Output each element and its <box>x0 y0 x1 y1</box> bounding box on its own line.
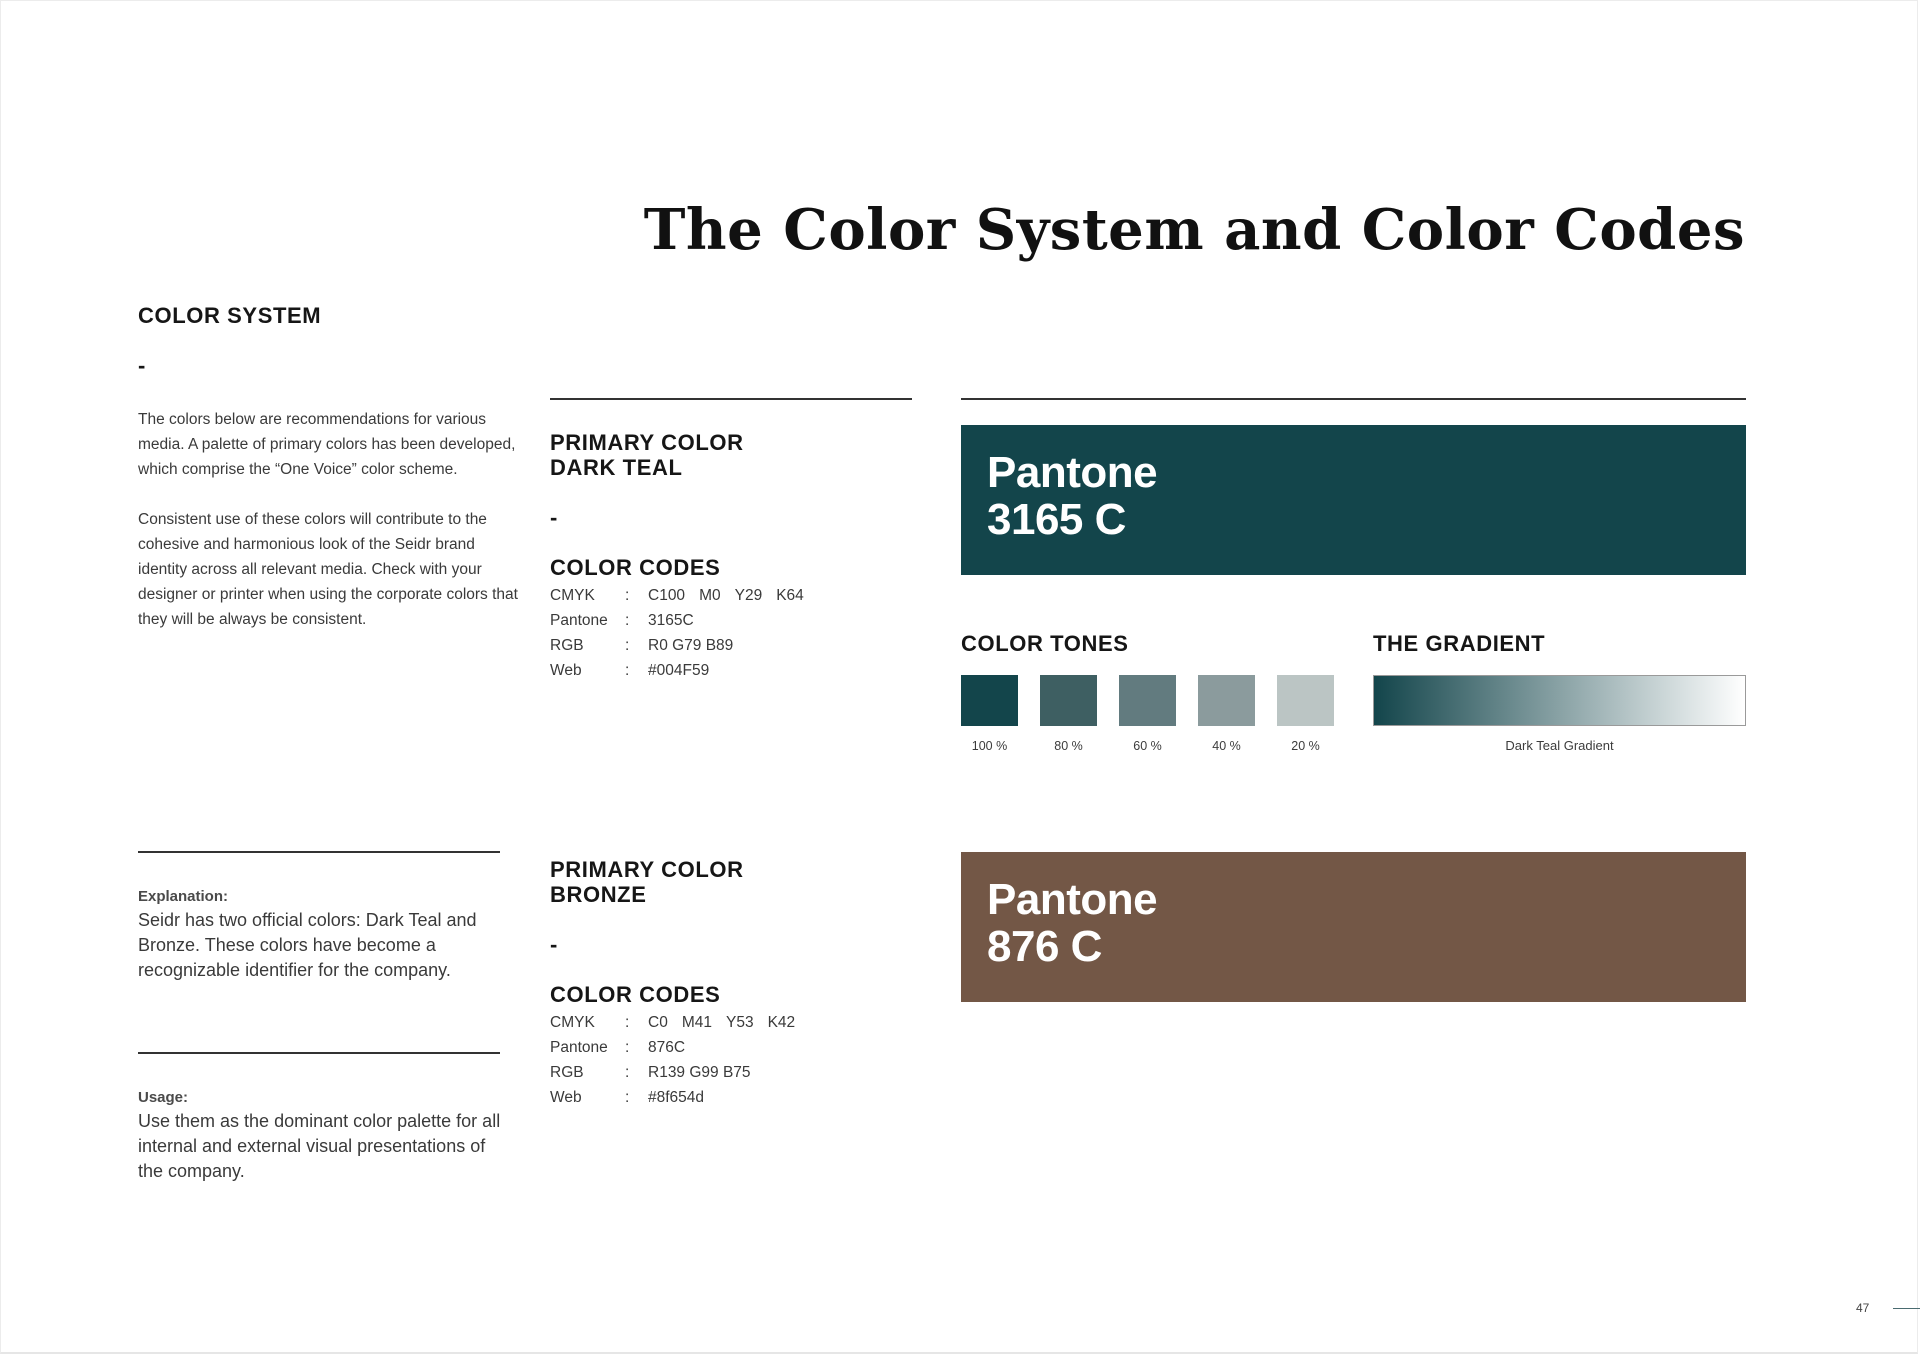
bronze-dash: - <box>550 932 558 957</box>
bronze-swatch-line1: Pantone <box>987 875 1158 924</box>
bronze-code-key: Pantone <box>550 1038 608 1056</box>
explanation-rule <box>138 851 500 853</box>
teal-codes-heading: COLOR CODES <box>550 555 721 580</box>
intro-paragraph-1: The colors below are recommendations for various media. A palette of primary colors has been developed, which comprise the “One Voice” color scheme. <box>138 411 516 478</box>
tone-swatch <box>1277 675 1334 726</box>
bronze-code-value <box>648 1010 795 1035</box>
bronze-code-key: RGB <box>550 1063 584 1081</box>
intro-paragraph-2: Consistent use of these colors will contribute to the cohesive and harmonious look of the Seidr brand identity across all relevant media. Check with your designer or printer when using the corporate colors that they will be always be consistent. <box>138 511 518 628</box>
bronze-code-sep: : <box>625 1038 630 1056</box>
swatch-rule <box>961 398 1746 400</box>
bronze-code-key: CMYK <box>550 1013 595 1031</box>
page-number: 47 <box>1856 1301 1870 1315</box>
bronze-cmyk-y: Y53 <box>725 1013 754 1031</box>
tone-label: 100 % <box>971 739 1008 753</box>
bronze-code-sep: : <box>625 1063 630 1081</box>
teal-cmyk-y: Y29 <box>734 586 763 604</box>
page-title: The Color System and Color Codes <box>643 197 1745 263</box>
bronze-codes-heading: COLOR CODES <box>550 982 721 1007</box>
bronze-code-row-web <box>550 1085 795 1110</box>
teal-code-sep: : <box>625 586 630 604</box>
teal-dash: - <box>550 505 558 530</box>
teal-heading-line1: PRIMARY COLOR <box>550 430 744 455</box>
bronze-code-row-rgb <box>550 1060 795 1085</box>
bronze-code-row-pantone <box>550 1035 795 1060</box>
teal-code-key: CMYK <box>550 586 595 604</box>
tone-swatch <box>961 675 1018 726</box>
teal-code-row-rgb <box>550 633 804 658</box>
bronze-code-row-cmyk <box>550 1010 795 1035</box>
tone-swatch <box>1198 675 1255 726</box>
tone-label: 20 % <box>1291 739 1320 753</box>
bronze-cmyk-c: C0 <box>648 1013 668 1031</box>
bronze-swatch <box>961 852 1746 1002</box>
bronze-code-value: R139 G99 B75 <box>648 1063 751 1081</box>
teal-code-row-web <box>550 658 804 683</box>
usage-text: Use them as the dominant color palette for all internal and external visual presentations of the company. <box>138 1111 501 1181</box>
color-system-heading: COLOR SYSTEM <box>138 303 322 328</box>
bronze-codes-table <box>550 1010 795 1110</box>
teal-code-sep: : <box>625 611 630 629</box>
gradient-bar <box>1373 675 1746 726</box>
tones-row <box>961 675 1341 755</box>
explanation-label: Explanation: <box>138 888 229 905</box>
tone-label: 60 % <box>1133 739 1162 753</box>
bronze-code-value: 876C <box>648 1038 686 1056</box>
teal-code-value: R0 G79 B89 <box>648 636 734 654</box>
bronze-heading-line1: PRIMARY COLOR <box>550 857 744 882</box>
bronze-code-key: Web <box>550 1088 582 1106</box>
teal-code-row-cmyk <box>550 583 804 608</box>
teal-swatch <box>961 425 1746 575</box>
teal-cmyk-c: C100 <box>648 586 686 604</box>
teal-heading-line2: DARK TEAL <box>550 455 683 480</box>
tone-swatch <box>1040 675 1097 726</box>
tone-label: 40 % <box>1212 739 1241 753</box>
teal-code-value: 3165C <box>648 611 694 629</box>
teal-rule <box>550 398 912 400</box>
teal-swatch-line2: 3165 C <box>987 495 1126 544</box>
bronze-heading-line2: BRONZE <box>550 882 647 907</box>
bronze-cmyk-m: M41 <box>681 1013 712 1031</box>
intro-text <box>138 407 518 657</box>
teal-codes-table <box>550 583 804 683</box>
teal-swatch-line1: Pantone <box>987 448 1158 497</box>
bronze-code-sep: : <box>625 1013 630 1031</box>
bronze-cmyk-k: K42 <box>767 1013 796 1031</box>
color-system-dash: - <box>138 353 146 378</box>
usage-rule <box>138 1052 500 1054</box>
teal-code-key: RGB <box>550 636 584 654</box>
teal-code-key: Web <box>550 661 582 679</box>
tones-heading: COLOR TONES <box>961 631 1129 656</box>
teal-code-sep: : <box>625 661 630 679</box>
teal-code-value: #004F59 <box>648 661 710 679</box>
bronze-code-sep: : <box>625 1088 630 1106</box>
page-number-line <box>1893 1308 1920 1309</box>
tone-swatch <box>1119 675 1176 726</box>
teal-code-value <box>648 583 804 608</box>
bronze-code-value: #8f654d <box>648 1088 705 1106</box>
explanation-text: Seidr has two official colors: Dark Teal and Bronze. These colors have become a recognizable identifier for the company. <box>138 910 477 980</box>
teal-code-row-pantone <box>550 608 804 633</box>
teal-cmyk-k: K64 <box>776 586 804 604</box>
teal-code-key: Pantone <box>550 611 608 629</box>
gradient-heading: THE GRADIENT <box>1373 631 1546 656</box>
tone-label: 80 % <box>1054 739 1083 753</box>
teal-code-sep: : <box>625 636 630 654</box>
usage-label: Usage: <box>138 1089 189 1106</box>
teal-cmyk-m: M0 <box>699 586 721 604</box>
gradient-caption: Dark Teal Gradient <box>1505 738 1614 753</box>
bronze-swatch-line2: 876 C <box>987 922 1102 971</box>
